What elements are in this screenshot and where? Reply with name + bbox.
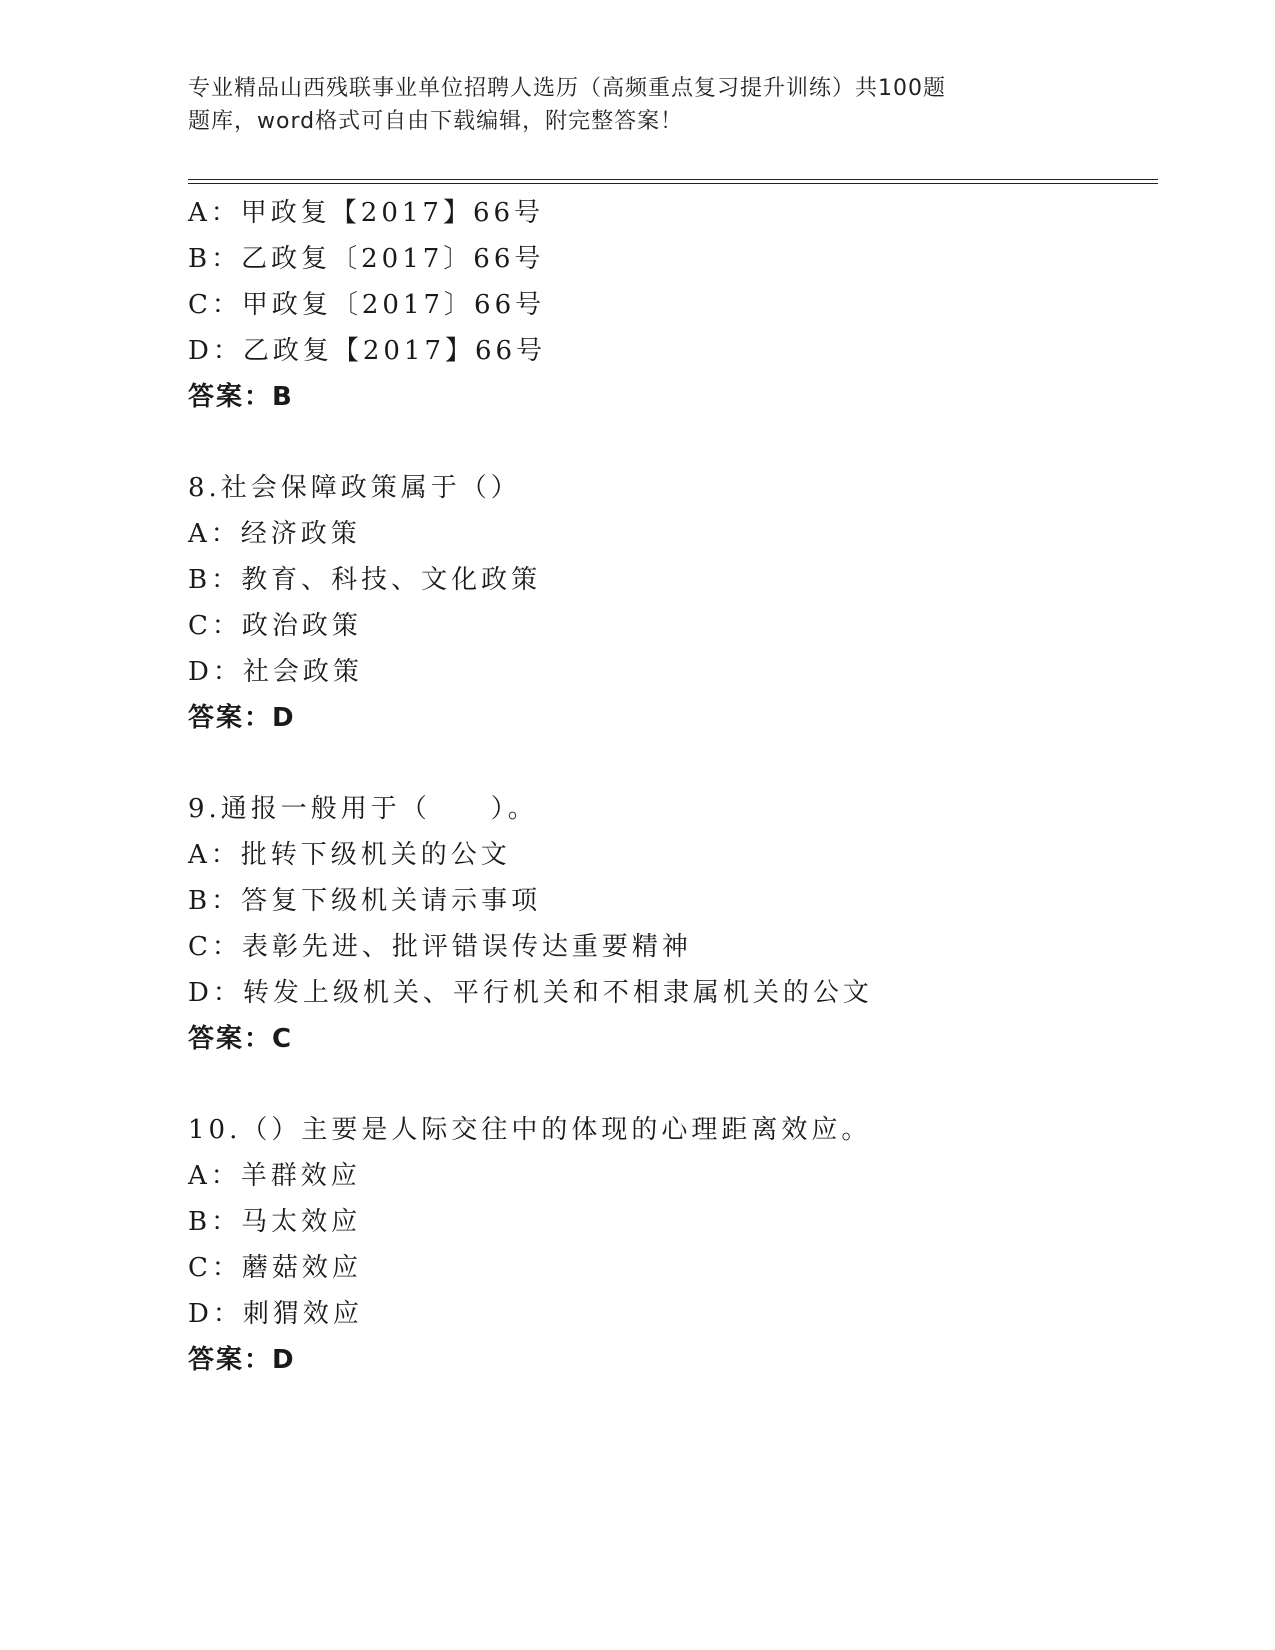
answer: 答案：D [188,1345,296,1375]
spacer [188,420,1168,465]
question-10 [188,1107,1168,1383]
option-b: B：乙政复〔2017〕66号 [188,244,545,274]
answer: 答案：D [188,703,296,733]
document-header [188,72,1048,138]
option-a: A：羊群效应 [188,1161,361,1191]
option-a: A：批转下级机关的公文 [188,840,511,870]
option-d: D：刺猬效应 [188,1299,363,1329]
option-c: C：表彰先进、批评错误传达重要精神 [188,932,692,962]
option-b: B：马太效应 [188,1207,362,1237]
question-text: 10.（）主要是人际交往中的体现的心理距离效应。 [188,1115,872,1145]
question-text: 8.社会保障政策属于（） [188,473,521,503]
option-d: D：转发上级机关、平行机关和不相隶属机关的公文 [188,978,873,1008]
answer: 答案：C [188,1024,294,1054]
option-d: D：社会政策 [188,657,363,687]
option-b: B：答复下级机关请示事项 [188,886,542,916]
question-8 [188,465,1168,741]
question-9 [188,786,1168,1062]
question-7 [188,190,1168,420]
option-c: C：政治政策 [188,611,362,641]
header-line-1: 专业精品山西残联事业单位招聘人选历（高频重点复习提升训练）共100题 [188,76,946,101]
option-a: A：经济政策 [188,519,361,549]
header-line-2: 题库，word格式可自由下载编辑，附完整答案！ [188,109,684,134]
option-c: C：蘑菇效应 [188,1253,362,1283]
header-divider-bottom [188,183,1158,184]
option-c: C：甲政复〔2017〕66号 [188,290,546,320]
option-a: A：甲政复【2017】66号 [188,198,545,228]
question-text: 9.通报一般用于（ ）。 [188,794,538,824]
spacer [188,741,1168,786]
spacer [188,1062,1168,1107]
question-list [188,190,1168,1383]
option-d: D：乙政复【2017】66号 [188,336,547,366]
header-divider-top [188,179,1158,180]
option-b: B：教育、科技、文化政策 [188,565,542,595]
answer: 答案：B [188,382,294,412]
